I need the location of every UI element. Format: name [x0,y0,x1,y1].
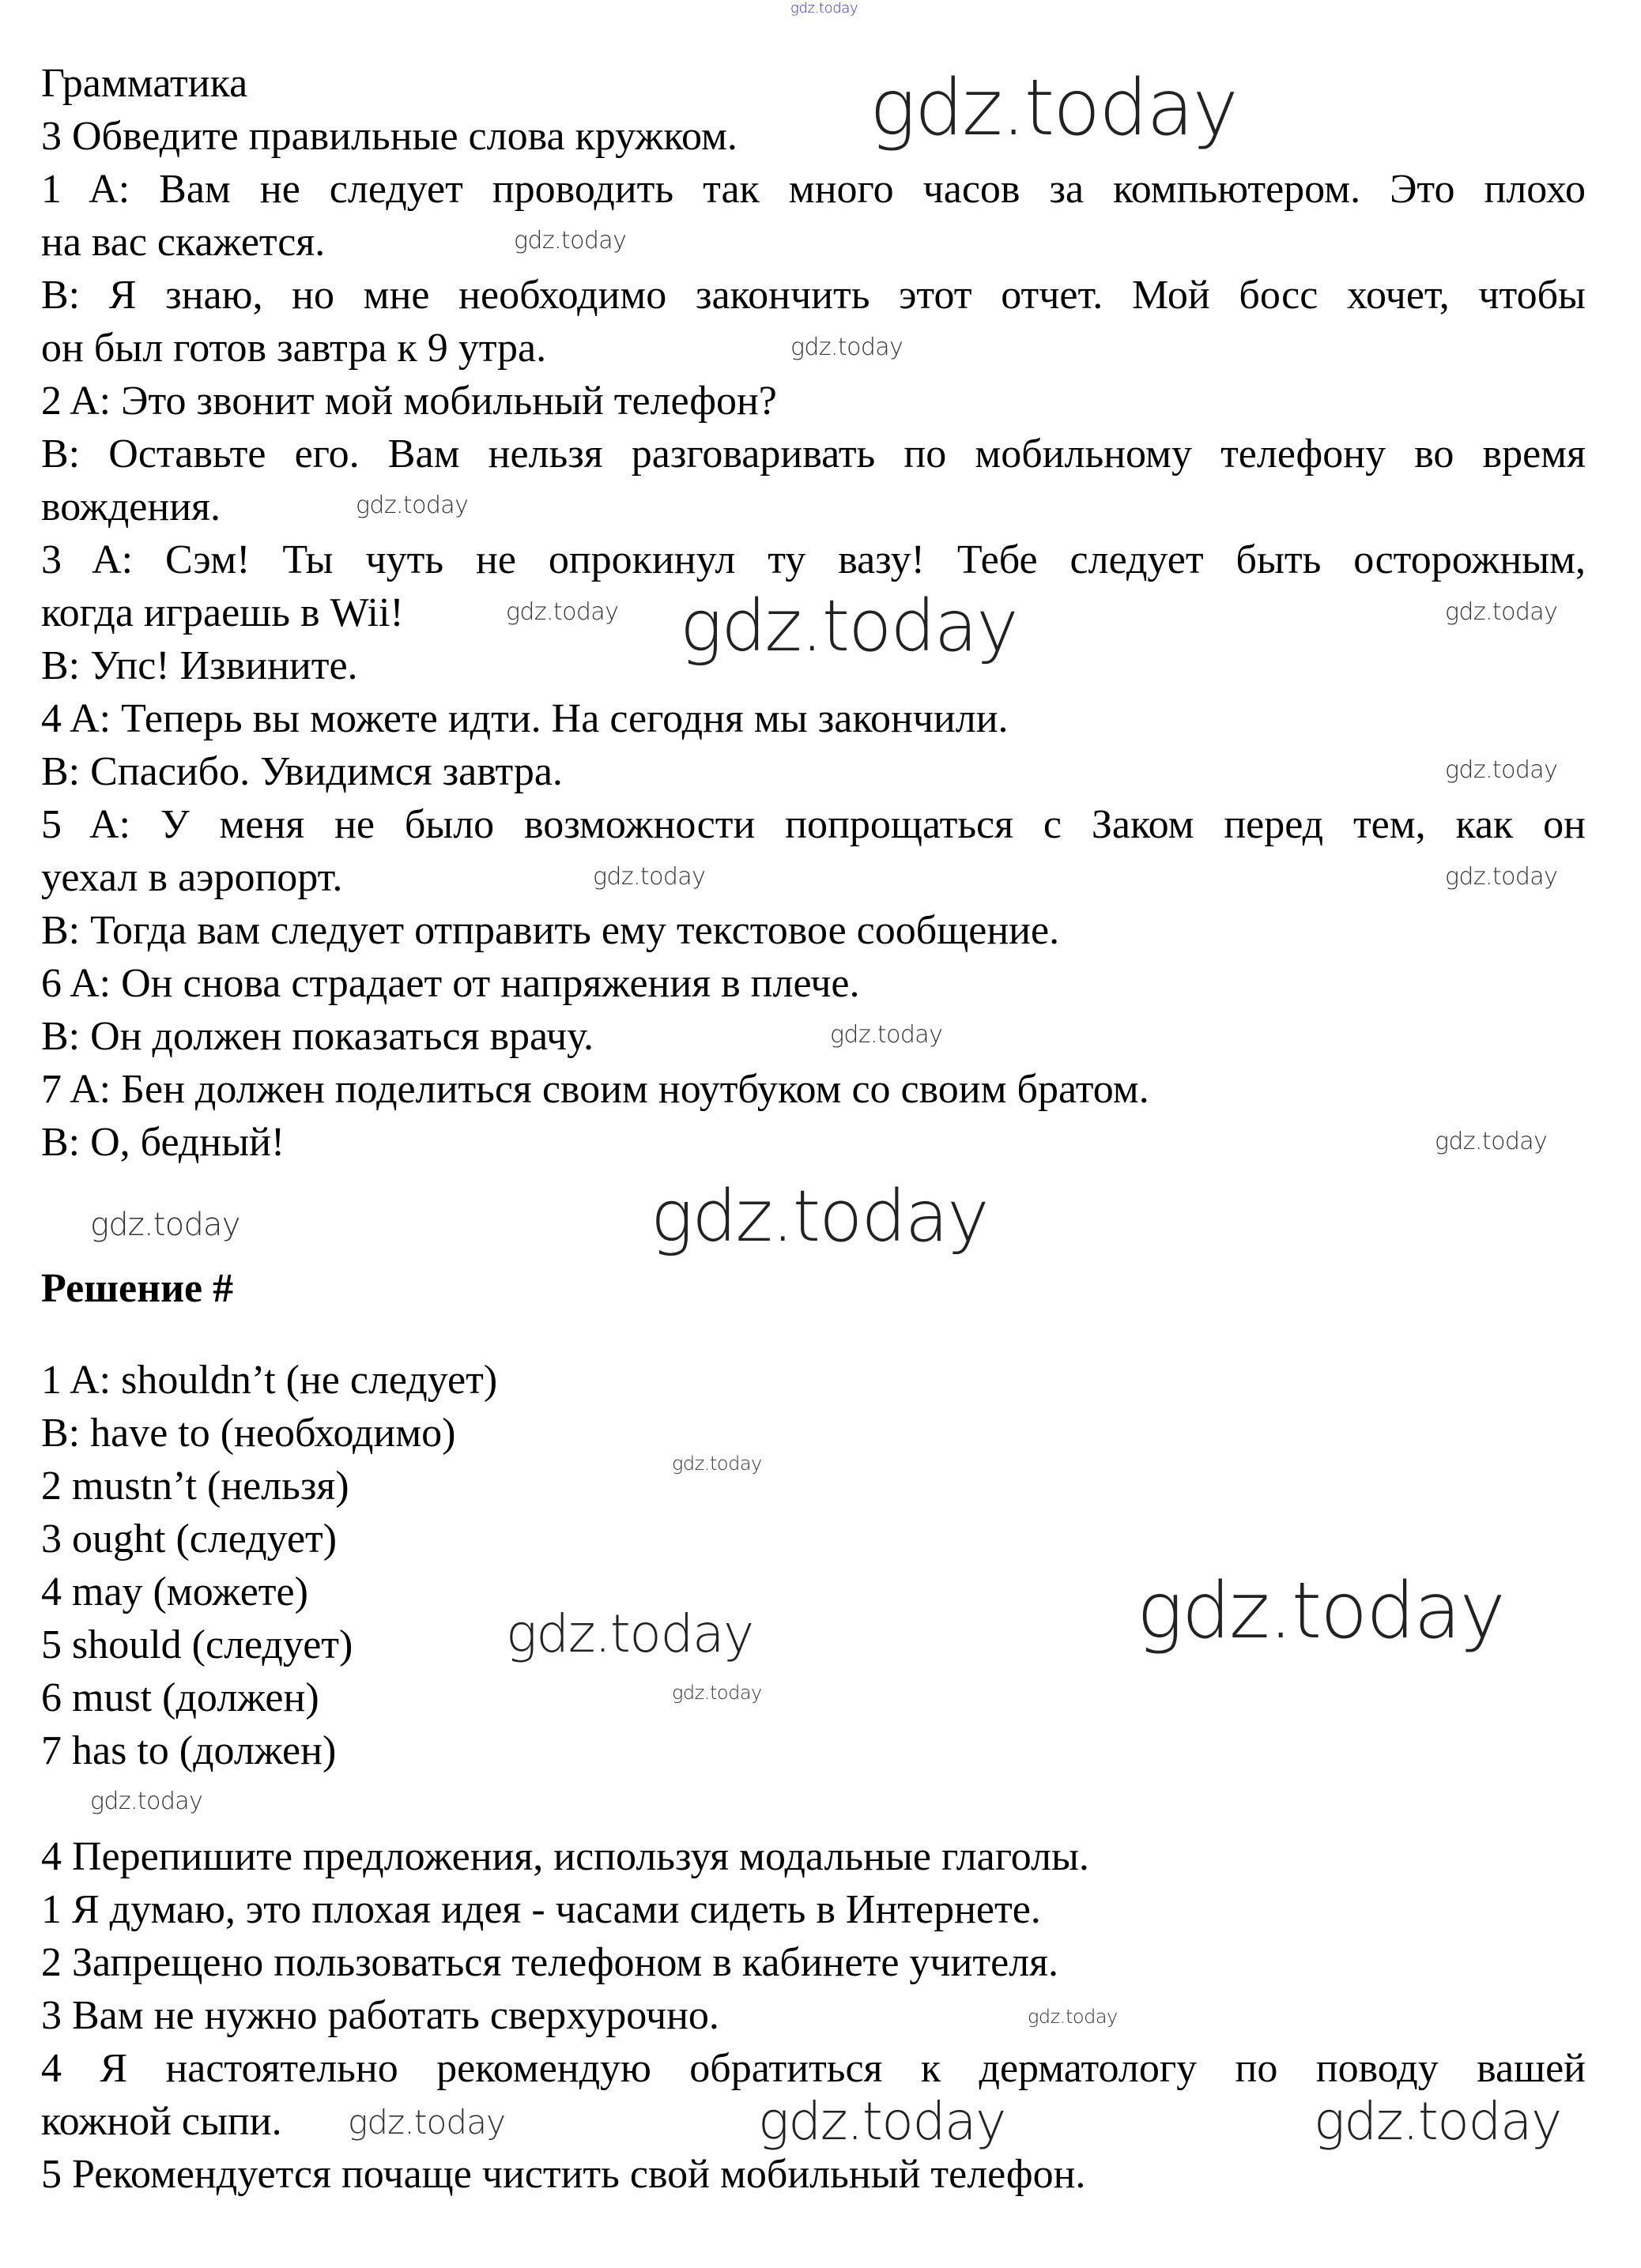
answer-line: B: have to (необходимо) [41,1411,456,1456]
watermark: gdz.today [790,333,903,361]
paragraph [41,428,1586,533]
text-line: он был готов завтра к 9 утра. [41,326,547,371]
watermark: gdz.today [1028,2006,1118,2028]
paragraph [41,1063,1586,1116]
text-line: B: О, бедный! [41,1120,285,1165]
text-line: B: Оставьте его. Вам нельзя разговаривать по мобильному телефону во время [41,431,1586,477]
text-line: 5 A: У меня не было возможности попрощаться с Заком перед тем, как он [41,802,1586,847]
text-line: вождения. [41,484,221,529]
text-line: 7 A: Бен должен поделиться своим ноутбуком со своим братом. [41,1067,1149,1112]
task-title-4: 4 Перепишите предложения, используя модальные глаголы. [41,1834,1089,1879]
paragraph [41,1883,1586,1936]
paragraph [41,1116,1586,1169]
watermark: gdz.today [356,492,469,519]
document-page [41,57,1586,2201]
exercise-4-items [41,1883,1586,2201]
answer-line: 7 has to (должен) [41,1728,337,1773]
text-line: B: Тогда вам следует отправить ему текстовое сообщение. [41,908,1060,953]
text-line: 3 A: Сэм! Ты чуть не опрокинул ту вазу! Тебе следует быть осторожным, [41,537,1586,582]
text-line: 4 A: Теперь вы можете идти. На сегодня мы закончили. [41,696,1009,741]
watermark: gdz.today [1137,1566,1504,1656]
answer-line: 3 ought (следует) [41,1516,338,1562]
watermark: gdz.today [651,1175,988,1258]
paragraph [41,745,1586,798]
solution-answers [41,1354,1586,1777]
watermark: gdz.today [1435,1128,1548,1155]
paragraph [41,375,1586,428]
watermark: gdz.today [506,598,619,626]
paragraph [41,692,1586,745]
answer-line: 5 should (следует) [41,1622,353,1667]
watermark: gdz.today [506,1603,753,1664]
task-title: 3 Обведите правильные слова кружком. [41,114,738,159]
watermark: gdz.today [870,63,1237,153]
watermark: gdz.today [1445,756,1558,784]
watermark: gdz.today [672,1452,762,1475]
watermark: gdz.today [514,227,627,254]
watermark: gdz.today [1445,863,1558,891]
paragraph [41,1936,1586,1989]
text-line: уехал в аэропорт. [41,855,343,900]
text-line: 4 Я настоятельно рекомендую обратиться к дерматологу по поводу вашей [41,2046,1586,2091]
watermark: gdz.today [830,1021,943,1049]
paragraph [41,2148,1586,2201]
watermark: gdz.today [90,1788,203,1815]
text-line: B: Упс! Извините. [41,643,358,688]
answer-line: 4 may (можете) [41,1569,308,1614]
text-line: кожной сыпи. [41,2099,282,2144]
answer-line: 6 must (должен) [41,1675,319,1720]
text-line: на вас скажется. [41,220,326,265]
paragraph [41,163,1586,269]
watermark: gdz.today [680,585,1017,668]
text-line: B: Спасибо. Увидимся завтра. [41,749,563,794]
text-line: 1 Я думаю, это плохая идея - часами сидеть в Интернете. [41,1887,1041,1932]
answer-line: 1 A: shouldn’t (не следует) [41,1358,498,1403]
text-line: 3 Вам не нужно работать сверхурочно. [41,1993,719,2038]
text-line: 2 Запрещено пользоваться телефоном в кабинете учителя. [41,1940,1059,1985]
section-heading: Грамматика [41,61,248,106]
solution-heading: Решение # [41,1266,234,1311]
text-line: 5 Рекомендуется почаще чистить свой мобильный телефон. [41,2152,1086,2197]
watermark: gdz.today [790,0,858,17]
paragraph [41,957,1586,1010]
watermark: gdz.today [593,863,706,891]
watermark: gdz.today [758,2091,1005,2152]
text-line: когда играешь в Wii! [41,590,404,635]
paragraph [41,1989,1586,2042]
watermark: gdz.today [348,2103,506,2142]
answer-line: 2 mustn’t (нельзя) [41,1464,349,1509]
text-line: 1 A: Вам не следует проводить так много часов за компьютером. Это плохо [41,167,1586,212]
watermark: gdz.today [1314,2091,1561,2152]
text-line: 2 A: Это звонит мой мобильный телефон? [41,379,777,424]
paragraph [41,904,1586,957]
watermark: gdz.today [672,1682,762,1704]
text-line: B: Я знаю, но мне необходимо закончить этот отчет. Мой босс хочет, чтобы [41,273,1586,318]
text-line: B: Он должен показаться врачу. [41,1014,594,1059]
watermark: gdz.today [90,1207,240,1243]
text-line: 6 A: Он снова страдает от напряжения в плече. [41,961,860,1006]
watermark: gdz.today [1445,598,1558,626]
paragraph [41,1010,1586,1063]
paragraph [41,798,1586,904]
